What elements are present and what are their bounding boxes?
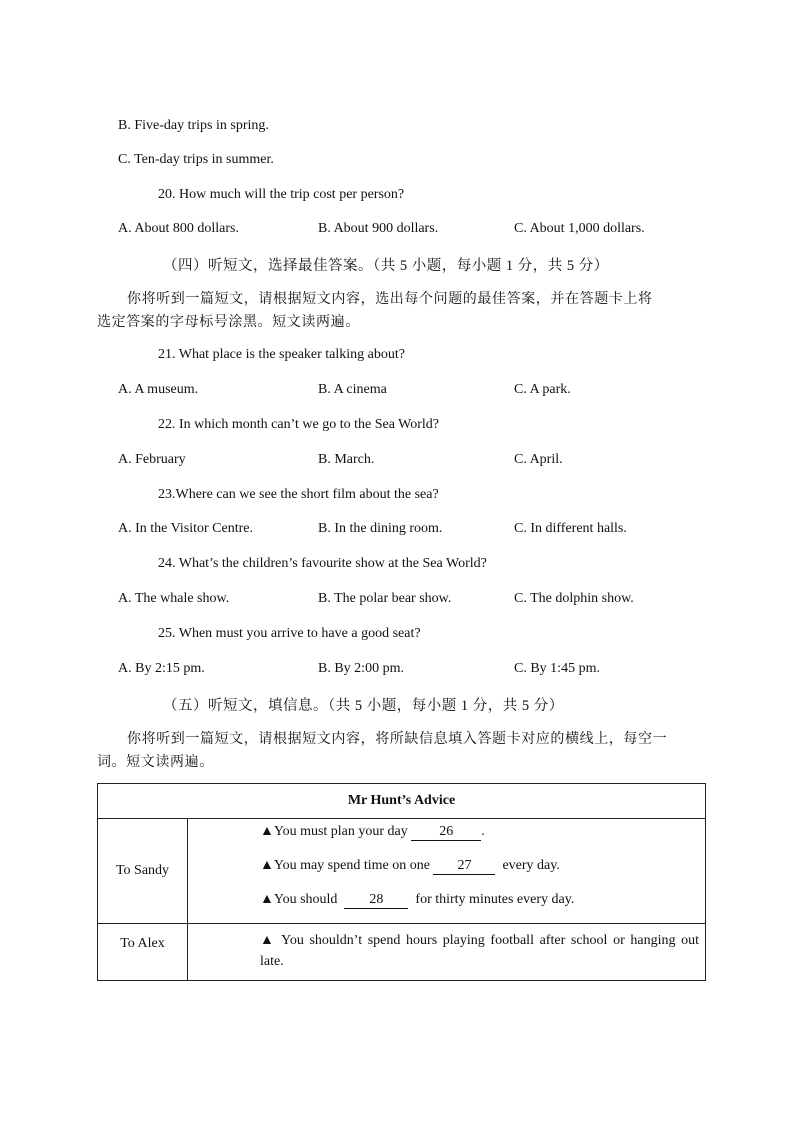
section5-instruction-line2: 词。短文读两遍。 <box>97 755 214 770</box>
q21-question: 21. What place is the speaker talking about? <box>158 347 405 362</box>
q21-option-c: C. A park. <box>514 382 571 397</box>
q24-question: 24. What’s the children’s favourite show at the Sea World? <box>158 556 487 571</box>
sandy-advice-line-2 <box>260 855 705 889</box>
q23-option-a: A. In the Visitor Centre. <box>118 521 253 536</box>
section5-heading: （五）听短文，填信息。（共 5 小题，每小题 1 分，共 5 分） <box>163 698 564 714</box>
sandy-line3-end: for thirty minutes every day. <box>415 892 575 907</box>
section4-instruction-line1: 你将听到一篇短文，请根据短文内容，选出每个问题的最佳答案，并在答题卡上将 <box>127 292 653 307</box>
q20-option-c: C. About 1,000 dollars. <box>514 221 645 236</box>
q24-option-c: C. The dolphin show. <box>514 591 634 606</box>
sandy-line2-text: ▲You may spend time on one <box>260 858 430 873</box>
table-row <box>98 819 706 924</box>
q22-option-c: C. April. <box>514 452 563 467</box>
sandy-line1-text: ▲You must plan your day <box>260 824 408 839</box>
q19-option-b: B. Five-day trips in spring. <box>118 118 269 133</box>
sandy-line1-end: . <box>481 824 485 839</box>
q23-option-b: B. In the dining room. <box>318 521 443 536</box>
blank-28[interactable]: 28 <box>344 892 408 909</box>
q20-option-b: B. About 900 dollars. <box>318 221 439 236</box>
q21-option-b: B. A cinema <box>318 382 387 397</box>
blank-26[interactable]: 26 <box>411 824 481 841</box>
sandy-line2-end: every day. <box>502 858 560 873</box>
sandy-advice-line-3 <box>260 889 705 923</box>
section4-heading: （四）听短文，选择最佳答案。（共 5 小题，每小题 1 分，共 5 分） <box>163 258 609 274</box>
section4-instruction-line2: 选定答案的字母标号涂黑。短文读两遍。 <box>97 315 360 330</box>
sandy-name-cell: To Sandy <box>98 819 188 924</box>
alex-name-cell: To Alex <box>98 924 188 981</box>
q23-option-c: C. In different halls. <box>514 521 627 536</box>
advice-table-title: Mr Hunt’s Advice <box>98 784 706 819</box>
q25-option-b: B. By 2:00 pm. <box>318 661 404 676</box>
sandy-line3-text: ▲You should <box>260 892 338 907</box>
section5-instruction-line1: 你将听到一篇短文，请根据短文内容，将所缺信息填入答题卡对应的横线上，每空一 <box>127 732 668 747</box>
table-row <box>98 924 706 981</box>
advice-table <box>97 783 706 981</box>
q24-option-a: A. The whale show. <box>118 591 230 606</box>
q24-option-b: B. The polar bear show. <box>318 591 452 606</box>
q21-option-a: A. A museum. <box>118 382 199 397</box>
section5-instruction <box>97 728 702 774</box>
q25-question: 25. When must you arrive to have a good seat? <box>158 626 421 641</box>
q22-option-b: B. March. <box>318 452 375 467</box>
q22-option-a: A. February <box>118 452 186 467</box>
q20-question: 20. How much will the trip cost per person? <box>158 187 405 202</box>
q25-option-a: A. By 2:15 pm. <box>118 661 205 676</box>
blank-27[interactable]: 27 <box>433 858 495 875</box>
sandy-advice-cell <box>188 819 706 924</box>
q19-option-c: C. Ten-day trips in summer. <box>118 152 274 167</box>
q23-question: 23.Where can we see the short film about the sea? <box>158 487 439 502</box>
section4-instruction <box>97 288 702 334</box>
sandy-advice-line-1 <box>260 821 705 855</box>
q22-question: 22. In which month can’t we go to the Sea World? <box>158 417 440 432</box>
q25-option-c: C. By 1:45 pm. <box>514 661 600 676</box>
alex-advice-cell: ▲ You shouldn’t spend hours playing football after school or hanging out late. <box>188 924 706 981</box>
q20-option-a: A. About 800 dollars. <box>118 221 239 236</box>
